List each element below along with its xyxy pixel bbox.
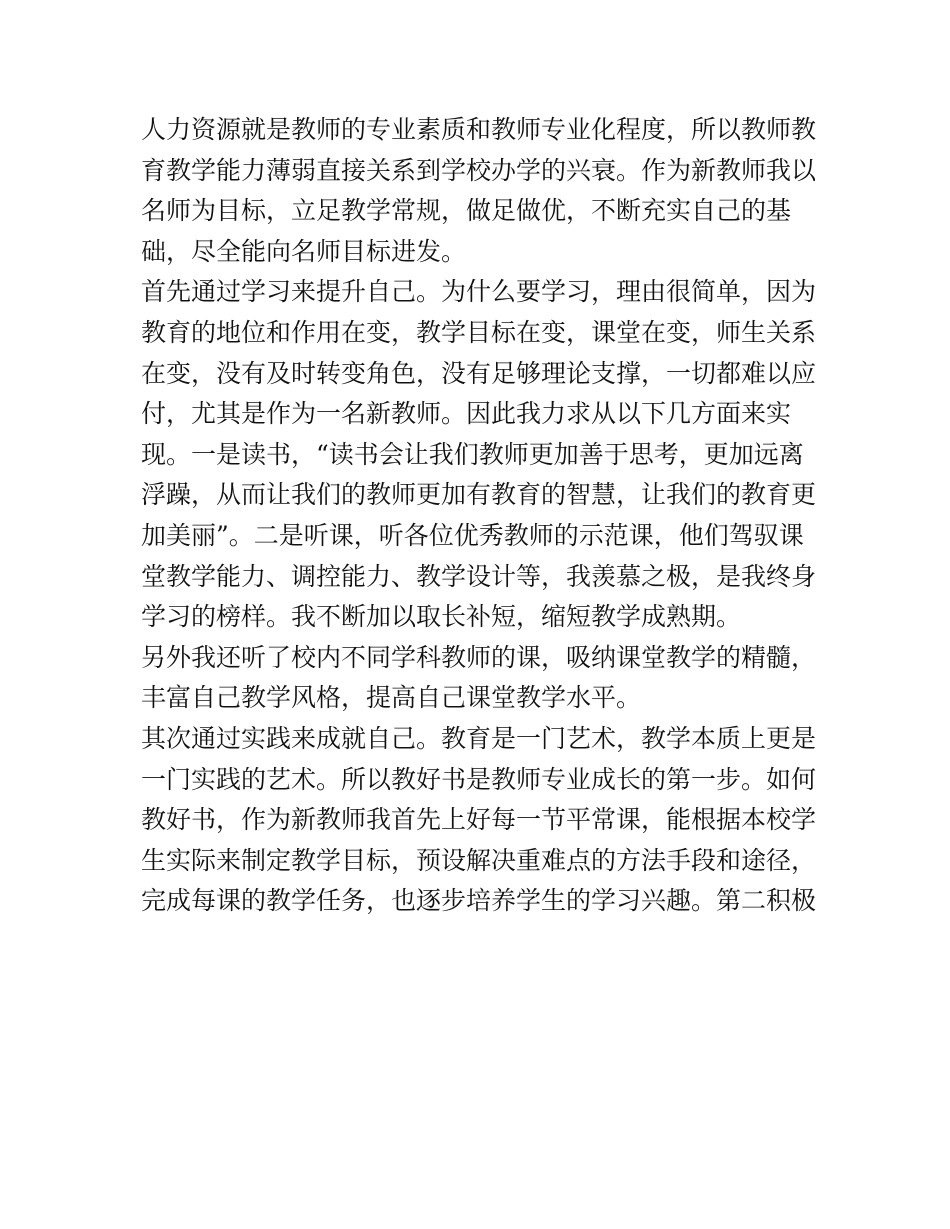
text-line: 堂教学能力、调控能力、教学设计等，我羡慕之极，是我终身 bbox=[141, 561, 817, 591]
text-line: 丰富自己教学风格，提高自己课堂教学水平。 bbox=[141, 683, 642, 713]
text-line: 础，尽全能向名师目标进发。 bbox=[141, 236, 467, 266]
text-line: 其次通过实践来成就自己。教育是一门艺术，教学本质上更是 bbox=[141, 723, 817, 753]
text-line: 名师为目标，立足教学常规，做足做优，不断充实自己的基 bbox=[141, 196, 792, 226]
text-line: 育教学能力薄弱直接关系到学校办学的兴衰。作为新教师我以 bbox=[141, 155, 817, 185]
text-line: 学习的榜样。我不断加以取长补短，缩短教学成熟期。 bbox=[141, 602, 742, 632]
text-line: 完成每课的教学任务，也逐步培养学生的学习兴趣。第二积极 bbox=[141, 886, 817, 916]
text-line: 付，尤其是作为一名新教师。因此我力求从以下几方面来实 bbox=[141, 399, 792, 429]
text-line: 人力资源就是教师的专业素质和教师专业化程度，所以教师教 bbox=[141, 115, 817, 144]
text-line: 浮躁，从而让我们的教师更加有教育的智慧，让我们的教育更 bbox=[141, 480, 817, 510]
text-line: 首先通过学习来提升自己。为什么要学习，理由很简单，因为 bbox=[141, 277, 817, 307]
text-line: 加美丽”。二是听课，听各位优秀教师的示范课，他们驾驭课 bbox=[141, 520, 804, 550]
body-text bbox=[141, 110, 816, 922]
text-line: 现。一是读书，“读书会让我们教师更加善于思考，更加远离 bbox=[141, 439, 804, 469]
text-line: 一门实践的艺术。所以教好书是教师专业成长的第一步。如何 bbox=[141, 764, 817, 794]
text-line: 另外我还听了校内不同学科教师的课，吸纳课堂教学的精髓， bbox=[141, 642, 817, 672]
text-line: 教育的地位和作用在变，教学目标在变，课堂在变，师生关系 bbox=[141, 317, 817, 347]
text-line: 生实际来制定教学目标，预设解决重难点的方法手段和途径， bbox=[141, 845, 817, 875]
text-line: 在变，没有及时转变角色，没有足够理论支撑，一切都难以应 bbox=[141, 358, 817, 388]
text-line: 教好书，作为新教师我首先上好每一节平常课，能根据本校学 bbox=[141, 805, 817, 835]
